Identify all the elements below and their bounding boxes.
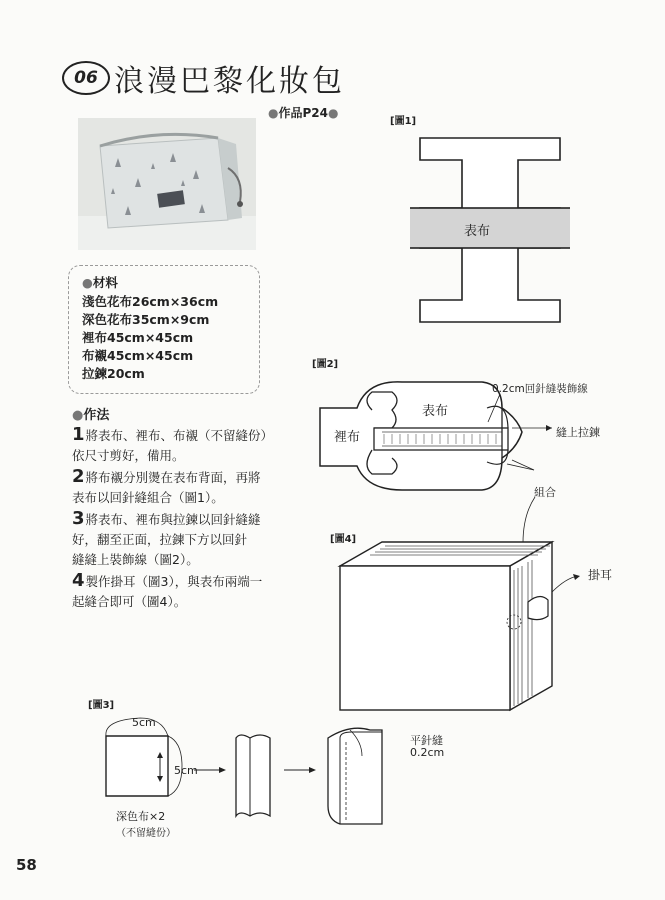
project-title: 浪漫巴黎化妝包 — [114, 64, 345, 99]
figure-2-label: [圖2] — [312, 359, 339, 370]
step-2 — [72, 466, 261, 487]
material-item: 裡布45cm×45cm — [82, 330, 194, 345]
step-1-cont: 依尺寸剪好，備用。 — [72, 448, 185, 463]
step-3 — [72, 508, 261, 529]
figure-1-label: [圖1] — [390, 116, 417, 127]
bullet-dot: ● — [268, 106, 279, 120]
figure-2-seam-label: 0.2cm回針縫裝飾線 — [492, 383, 588, 395]
materials-heading — [82, 273, 118, 291]
step-number: 2 — [72, 466, 85, 487]
figure-2-zipper-label: 縫上拉鍊 — [556, 426, 600, 439]
step-text: 將布襯分別燙在表布背面，再將 — [85, 470, 261, 485]
bullet-dot: ● — [72, 408, 84, 423]
figure-4-label: [圖4] — [330, 534, 357, 545]
figure-2-inner-label: 裡布 — [334, 430, 361, 445]
figure-3-label: [圖3] — [88, 700, 115, 711]
step-number: 3 — [72, 508, 85, 529]
step-text: 將表布、裡布與拉鍊以回針縫縫 — [85, 512, 261, 527]
step-text: 製作掛耳（圖3），與表布兩端一 — [85, 574, 263, 589]
step-number: 1 — [72, 424, 85, 445]
step-3-cont: 好，翻至正面，拉鍊下方以回針 — [72, 532, 248, 547]
page-number: 58 — [16, 856, 37, 874]
page-title — [62, 56, 345, 100]
material-item: 拉鍊20cm — [82, 366, 145, 381]
figure-1-outer-label: 表布 — [464, 224, 491, 239]
project-reference — [268, 104, 338, 121]
figure-3-fabric-label: 深色布×2 — [116, 810, 166, 823]
step-text: 將表布、裡布、布襯（不留縫份） — [85, 428, 274, 443]
step-4 — [72, 570, 262, 591]
step-number: 4 — [72, 570, 85, 591]
figure-3-width-label: 5cm — [132, 716, 156, 729]
figure-4-diagram — [330, 530, 585, 715]
step-3-cont: 縫縫上裝飾線（圖2）。 — [72, 552, 199, 567]
figure-2-outer-label: 表布 — [422, 404, 449, 419]
figure-3-stitch-size: 0.2cm — [410, 746, 445, 759]
material-item: 布襯45cm×45cm — [82, 348, 194, 363]
step-2-cont: 表布以回針縫組合（圖1）。 — [72, 490, 224, 505]
figure-4-tab-label: 掛耳 — [588, 568, 613, 582]
method-heading-text: 作法 — [83, 408, 110, 423]
bullet-dot: ● — [327, 106, 339, 120]
method-heading — [72, 404, 109, 423]
material-item: 淺色花布26cm×36cm — [82, 294, 219, 309]
step-4-cont: 起縫合即可（圖4）。 — [72, 594, 187, 609]
figure-3-stitch-label: 平針縫 — [410, 734, 443, 747]
materials-heading-text: 材料 — [92, 275, 118, 290]
bullet-dot: ● — [82, 275, 93, 290]
figure-2-join-label: 組合 — [534, 486, 556, 499]
material-item: 深色花布35cm×9cm — [82, 312, 210, 327]
step-1 — [72, 424, 273, 445]
project-number-badge: 06 — [62, 61, 110, 95]
figure-3-height-label: 5cm — [174, 764, 198, 777]
materials-box — [68, 265, 260, 394]
figure-3-note-label: （不留縫份） — [116, 828, 176, 839]
pouch-photo — [78, 118, 256, 250]
reference-text: 作品P24 — [278, 106, 328, 120]
